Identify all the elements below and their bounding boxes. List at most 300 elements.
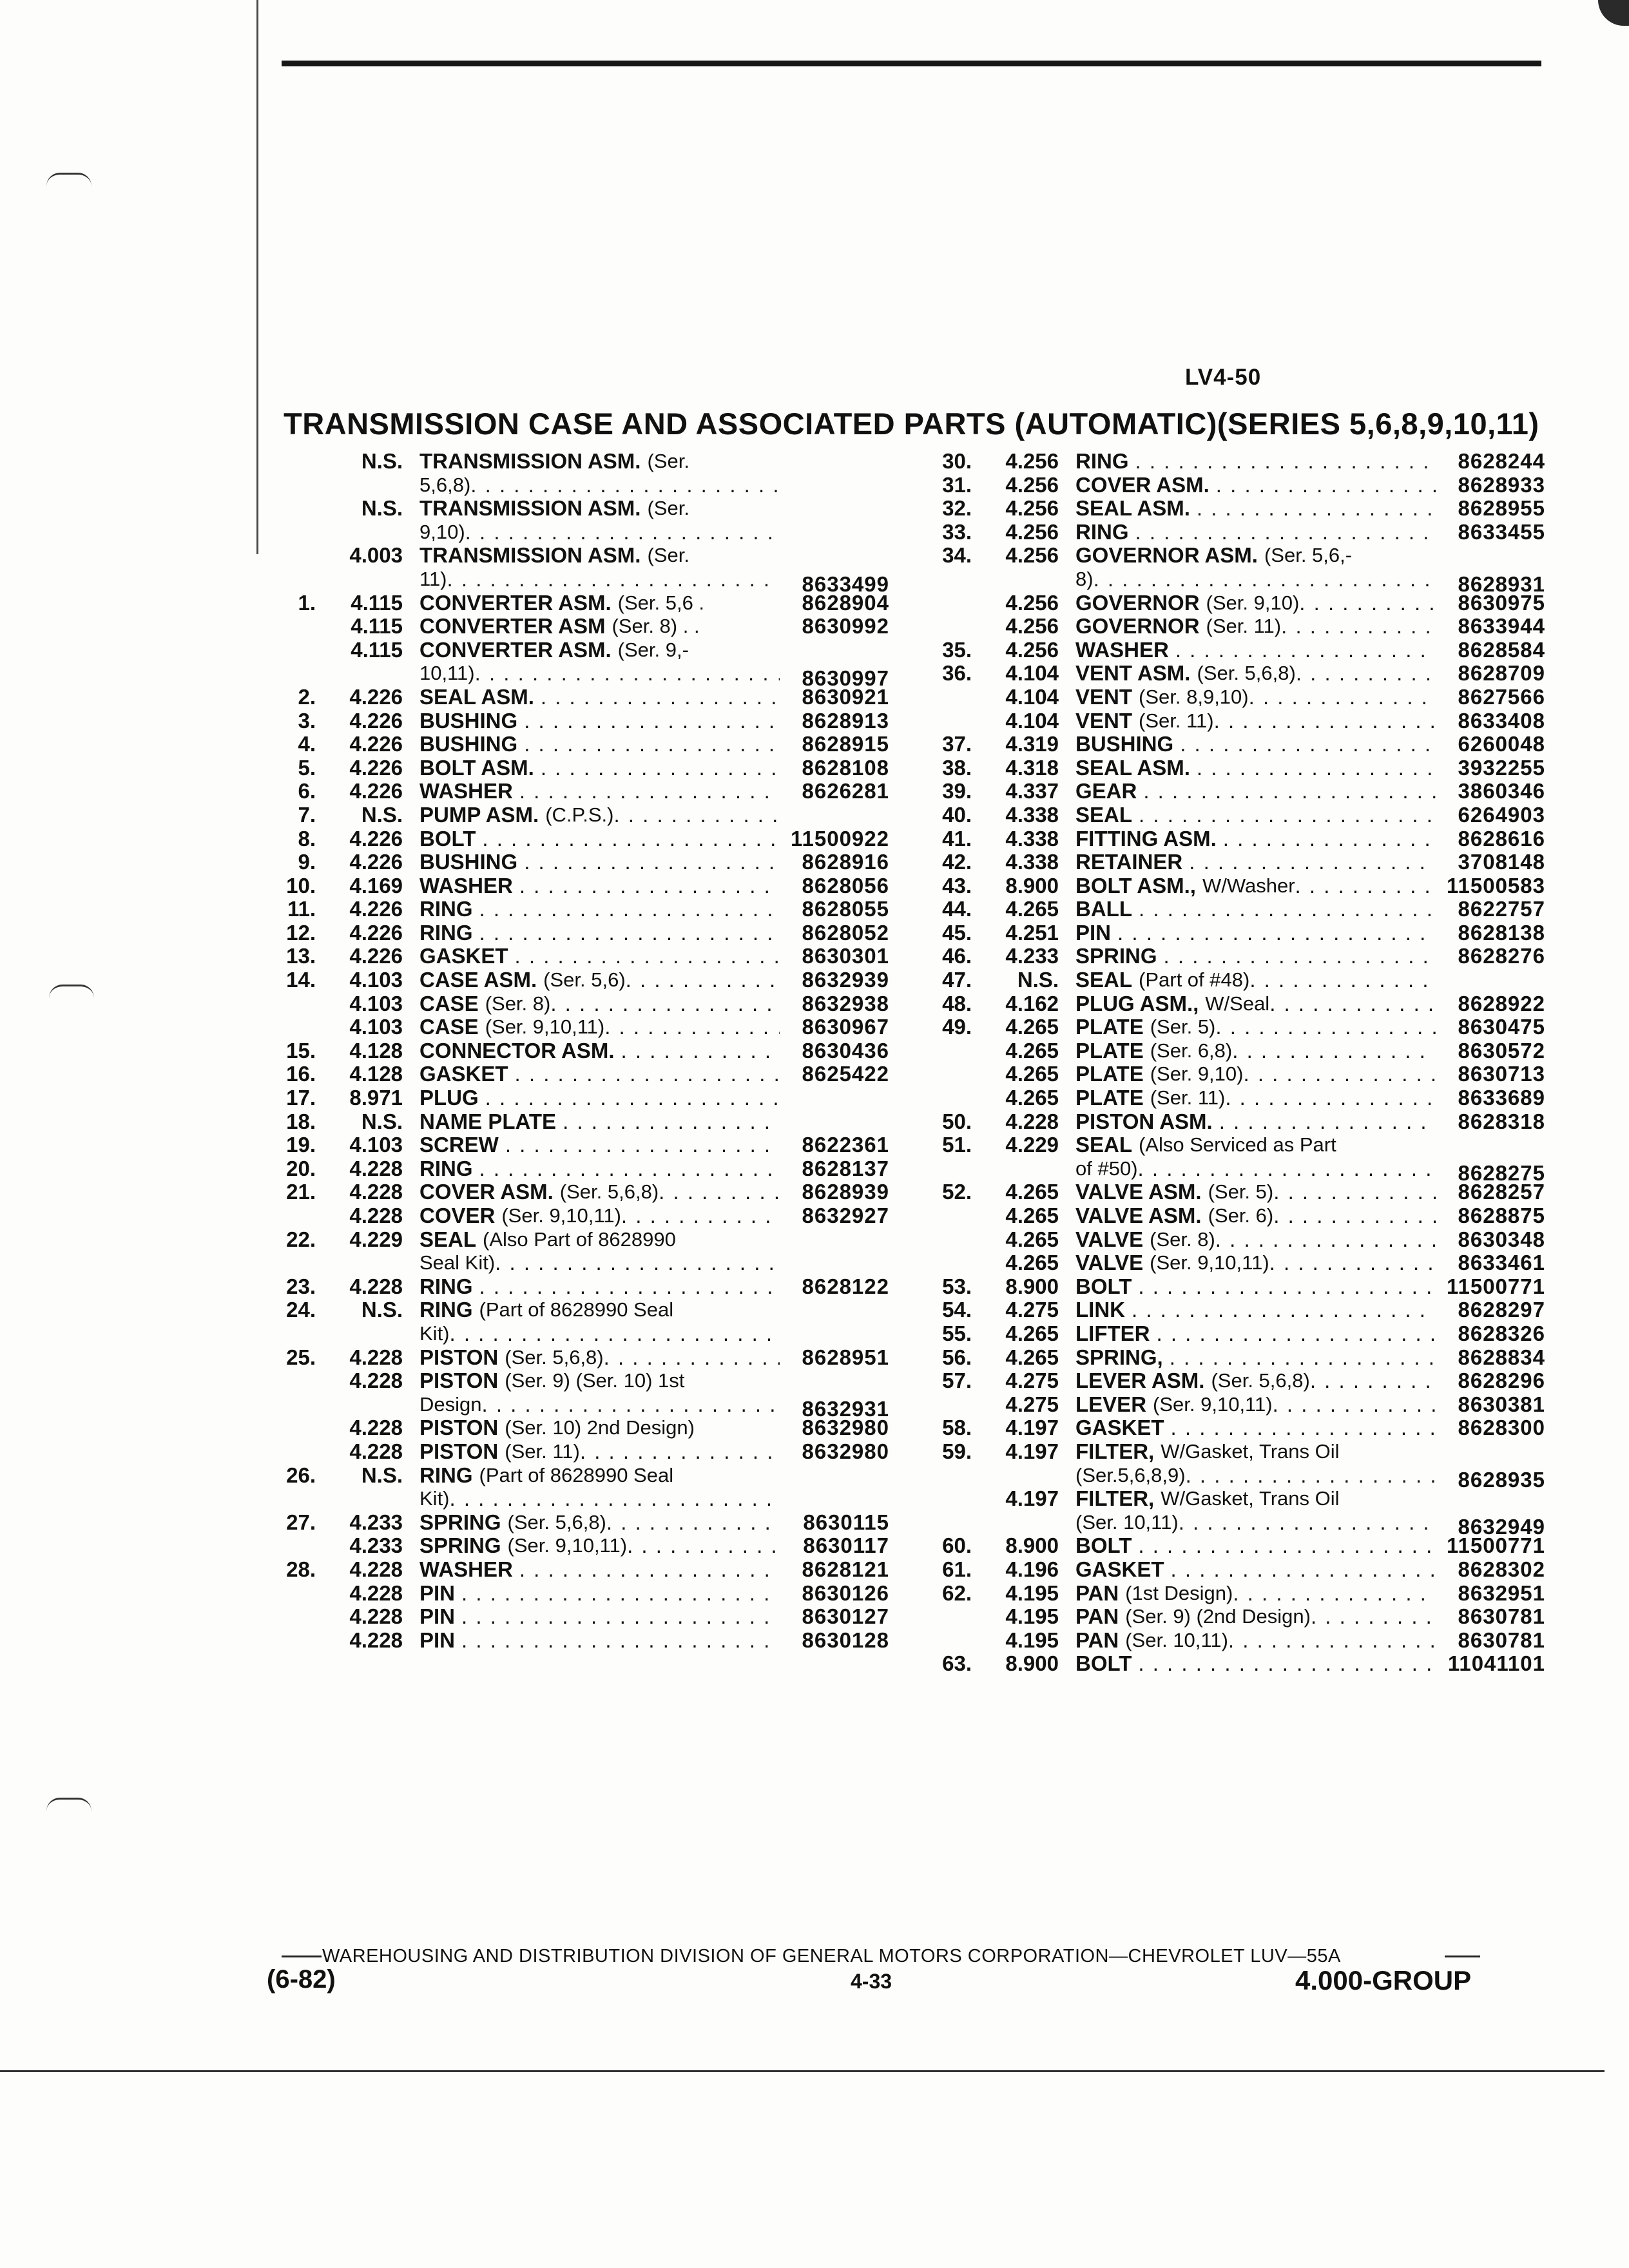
part-note: (Ser. 5): [1150, 1015, 1216, 1039]
item-number: 11.: [287, 897, 316, 921]
part-description: [1075, 544, 1436, 568]
group-code: N.S.: [361, 496, 403, 521]
group-code: 4.128: [349, 1062, 403, 1086]
dot-leader: [479, 898, 780, 921]
part-row: [258, 1228, 889, 1252]
part-name: PISTON: [419, 1345, 499, 1369]
part-name: BOLT ASM.: [419, 756, 534, 780]
part-description: [1075, 1416, 1436, 1440]
part-name: VENT ASM.: [1075, 662, 1191, 686]
part-name: RING: [1075, 450, 1129, 473]
part-name: LINK: [1075, 1298, 1125, 1322]
dot-leader: [1243, 1062, 1436, 1086]
part-description: [1075, 756, 1436, 780]
dot-leader: [1135, 450, 1436, 474]
part-number: 8633944: [1458, 614, 1545, 639]
part-name: RETAINER: [1075, 850, 1183, 874]
part-row: [914, 639, 1545, 662]
item-number: 17.: [286, 1086, 316, 1110]
item-number: 34.: [942, 543, 972, 568]
dot-leader: [1225, 1086, 1436, 1110]
part-number: 8628276: [1458, 944, 1545, 968]
binder-hole-mark: [49, 985, 94, 998]
dot-leader: [621, 1039, 780, 1063]
part-number: 8632949: [1458, 1515, 1545, 1539]
part-row: [258, 450, 889, 474]
group-code: 4.256: [1005, 543, 1059, 568]
part-row: [914, 1180, 1545, 1204]
part-name: RING: [419, 1274, 473, 1298]
item-number: 20.: [286, 1156, 316, 1180]
part-name: PLATE: [1075, 1039, 1144, 1062]
part-number: 8628939: [802, 1180, 889, 1204]
group-code: 4.233: [1005, 944, 1059, 968]
item-number: 12.: [286, 920, 316, 945]
dot-leader: [450, 1487, 780, 1511]
part-number: 8630301: [802, 944, 889, 968]
item-number: 41.: [942, 826, 972, 850]
part-name: GOVERNOR: [1075, 615, 1200, 639]
group-code: 4.318: [1005, 755, 1059, 780]
part-note: 11): [419, 567, 447, 590]
dot-leader: [621, 1204, 780, 1228]
group-code: 4.104: [1005, 684, 1059, 709]
part-number: 8628951: [802, 1345, 889, 1369]
part-name: VALVE ASM.: [1075, 1180, 1202, 1204]
dot-leader: [550, 992, 780, 1016]
item-number: 47.: [942, 968, 972, 992]
part-name: VENT: [1075, 685, 1133, 709]
item-number: 63.: [942, 1651, 972, 1676]
item-number: 39.: [942, 779, 972, 803]
part-note: (Ser. 9,10,11): [485, 1015, 605, 1039]
dot-leader: [1132, 1298, 1436, 1322]
part-name: RING: [419, 921, 473, 945]
group-code: 4.265: [1005, 1062, 1059, 1086]
part-name: GASKET: [419, 1062, 508, 1086]
group-code: 8.971: [349, 1086, 403, 1110]
part-note: (Ser. 5,6,8): [1197, 662, 1296, 685]
dot-leader: [450, 1322, 780, 1346]
part-description: [419, 1487, 780, 1511]
part-note: (Ser. 11): [1206, 615, 1282, 638]
part-description: [419, 544, 780, 568]
part-row: [914, 1463, 1545, 1492]
dot-leader: [1143, 780, 1436, 803]
dot-leader: [524, 850, 780, 874]
dot-leader: [524, 733, 780, 756]
part-number: 8630475: [1458, 1015, 1545, 1039]
part-row: [914, 780, 1545, 803]
part-number: 8630126: [802, 1581, 889, 1605]
dot-leader: [515, 945, 780, 968]
part-description: [419, 1511, 780, 1535]
part-name: PISTON: [419, 1416, 499, 1440]
part-number: 8628244: [1458, 449, 1545, 473]
dot-leader: [505, 1133, 780, 1157]
part-number: 11500922: [790, 826, 889, 850]
part-description: [419, 1039, 780, 1063]
dot-leader: [1215, 1015, 1436, 1039]
group-code: 4.338: [1005, 850, 1059, 874]
part-name: PAN: [1075, 1605, 1119, 1629]
part-note: Seal Kit): [419, 1251, 496, 1274]
part-name: FILTER,: [1075, 1487, 1155, 1511]
part-name: SPRING: [419, 1510, 501, 1534]
group-code: 4.003: [349, 543, 403, 568]
group-code: 4.265: [1005, 1345, 1059, 1369]
part-number: 8630992: [802, 614, 889, 639]
item-number: 24.: [286, 1298, 316, 1322]
part-description: [419, 1629, 780, 1653]
item-number: 28.: [286, 1557, 316, 1581]
part-note: W/Gasket, Trans Oil: [1161, 1487, 1340, 1510]
part-row: [258, 992, 889, 1016]
item-number: 42.: [942, 850, 972, 874]
part-number: 8628302: [1458, 1557, 1545, 1581]
part-description: [1075, 1133, 1436, 1157]
group-number: 4.000-GROUP: [1295, 1965, 1472, 1995]
part-description: [1075, 1015, 1436, 1039]
part-description: [1075, 898, 1436, 921]
part-row: [914, 921, 1545, 945]
part-note: (Ser.: [647, 497, 689, 520]
part-description: [1075, 1582, 1436, 1606]
part-row: [914, 1629, 1545, 1653]
part-row: [258, 1086, 889, 1110]
part-name: RING: [419, 1463, 473, 1487]
part-description: [419, 1157, 780, 1181]
part-row: [914, 1322, 1545, 1346]
part-row: [914, 450, 1545, 474]
group-code: 4.228: [349, 1557, 403, 1581]
part-note: (Ser. 5,6 .: [617, 591, 705, 614]
part-description: [1075, 968, 1436, 992]
part-note: 10,11): [419, 662, 475, 685]
part-description: [419, 780, 780, 803]
group-code: 4.103: [349, 968, 403, 992]
part-description: [1075, 521, 1436, 544]
item-number: 15.: [286, 1038, 316, 1062]
part-description: [419, 733, 780, 756]
dot-leader: [485, 1086, 780, 1110]
part-description: [1075, 1464, 1436, 1488]
part-row: [258, 544, 889, 568]
part-row: [914, 615, 1545, 639]
part-name: CASE ASM.: [419, 968, 537, 992]
part-note: (Ser. 9,-: [617, 638, 689, 661]
dot-leader: [519, 874, 780, 898]
part-row: [914, 1062, 1545, 1086]
group-code: 4.228: [349, 1416, 403, 1440]
part-name: VALVE: [1075, 1227, 1144, 1251]
part-name: RING: [419, 1157, 473, 1180]
part-number: 8628875: [1458, 1204, 1545, 1227]
part-description: [1075, 874, 1436, 898]
item-number: 26.: [286, 1463, 316, 1487]
group-code: 4.226: [349, 779, 403, 803]
part-description: [419, 1298, 780, 1322]
item-number: 21.: [286, 1180, 316, 1204]
part-row: [258, 1039, 889, 1063]
part-note: 8): [1075, 567, 1094, 590]
group-code: 4.103: [349, 991, 403, 1015]
part-number: 8628108: [802, 755, 889, 780]
part-note: (Ser. 6): [1208, 1204, 1274, 1227]
binder-hole-mark: [46, 173, 92, 186]
footer-dash-right: [1445, 1956, 1480, 1957]
group-code: 4.319: [1005, 732, 1059, 756]
part-row: [258, 709, 889, 733]
part-row: [258, 521, 889, 544]
part-row: [914, 497, 1545, 521]
part-name: SEAL: [419, 1227, 477, 1251]
part-name: VENT: [1075, 709, 1133, 733]
item-number: 56.: [942, 1345, 972, 1369]
dot-leader: [461, 1605, 780, 1629]
part-row: [258, 1392, 889, 1421]
item-number: 61.: [942, 1557, 972, 1581]
part-description: [419, 709, 780, 733]
part-row: [914, 1039, 1545, 1063]
part-row: [914, 874, 1545, 898]
part-description: [1075, 1393, 1436, 1417]
dot-leader: [1197, 497, 1436, 521]
part-description: [419, 639, 780, 662]
part-row: [258, 1298, 889, 1322]
part-number: 8622361: [802, 1133, 889, 1157]
part-description: [419, 898, 780, 921]
part-row: [258, 945, 889, 968]
part-number: 8630572: [1458, 1038, 1545, 1062]
part-row: [914, 1510, 1545, 1539]
part-row: [914, 591, 1545, 615]
dot-leader: [563, 1110, 780, 1134]
dot-leader: [1311, 1605, 1436, 1629]
group-code: 4.195: [1005, 1628, 1059, 1652]
group-code: 4.103: [349, 1133, 403, 1157]
dot-leader: [1138, 1275, 1436, 1299]
part-row: [258, 1133, 889, 1157]
part-name: CONNECTOR ASM.: [419, 1039, 615, 1062]
part-name: CASE: [419, 1015, 479, 1039]
part-row: [258, 1605, 889, 1629]
part-name: PAN: [1075, 1628, 1119, 1652]
part-name: WASHER: [419, 780, 513, 803]
part-name: PAN: [1075, 1581, 1119, 1605]
dot-leader: [479, 921, 780, 945]
part-description: [419, 1440, 780, 1464]
part-number: 8630975: [1458, 590, 1545, 615]
part-note: (Ser. 10,11): [1125, 1628, 1228, 1651]
item-number: 50.: [942, 1109, 972, 1133]
part-name: RING: [419, 898, 473, 921]
part-description: [419, 1133, 780, 1157]
part-description: [1075, 1652, 1436, 1676]
part-name: BOLT: [1075, 1534, 1132, 1558]
part-number: 8630967: [802, 1015, 889, 1039]
part-note: (Ser. 9,10): [1150, 1062, 1244, 1086]
part-row: [914, 1228, 1545, 1252]
part-row: [914, 756, 1545, 780]
part-note: (Part of #48): [1139, 968, 1250, 992]
part-row: [258, 662, 889, 690]
part-description: [419, 662, 780, 686]
group-code: 4.228: [349, 1604, 403, 1629]
item-number: 43.: [942, 873, 972, 898]
bottom-rule: [0, 2070, 1605, 2072]
part-number: 8632939: [802, 968, 889, 992]
part-number: 8633455: [1458, 519, 1545, 544]
part-number: 8630436: [802, 1038, 889, 1062]
part-name: SEAL: [1075, 803, 1133, 827]
part-number: 8628916: [802, 850, 889, 874]
part-row: [258, 1275, 889, 1299]
item-number: 49.: [942, 1015, 972, 1039]
group-code: 4.265: [1005, 1204, 1059, 1227]
part-name: NAME PLATE: [419, 1110, 557, 1133]
dot-leader: [475, 662, 780, 686]
part-description: [419, 1251, 780, 1275]
part-name: CONVERTER ASM.: [419, 591, 612, 615]
dot-leader: [1269, 1251, 1436, 1275]
group-code: 4.251: [1005, 920, 1059, 945]
part-description: [419, 1369, 780, 1393]
part-row: [258, 1534, 889, 1558]
dot-leader: [1228, 1629, 1436, 1653]
part-row: [258, 1440, 889, 1464]
group-code: 4.197: [1005, 1486, 1059, 1511]
part-description: [1075, 639, 1436, 662]
part-row: [914, 850, 1545, 874]
part-row: [258, 567, 889, 596]
part-note: (Ser. 8): [485, 992, 551, 1015]
part-number: 8628834: [1458, 1345, 1545, 1369]
part-number: 8632927: [802, 1204, 889, 1227]
part-description: [1075, 1039, 1436, 1063]
item-number: 18.: [286, 1109, 316, 1133]
part-description: [1075, 945, 1436, 968]
part-row: [258, 1629, 889, 1653]
part-number: 11500583: [1446, 873, 1545, 898]
group-code: 4.256: [1005, 472, 1059, 497]
part-description: [1075, 1298, 1436, 1322]
group-code: 8.900: [1005, 873, 1059, 898]
part-row: [914, 686, 1545, 709]
dot-leader: [1299, 591, 1436, 615]
part-number: 8628904: [802, 590, 889, 615]
part-description: [419, 1275, 780, 1299]
part-row: [258, 1062, 889, 1086]
part-name: PLATE: [1075, 1086, 1144, 1110]
part-name: VALVE: [1075, 1251, 1144, 1275]
part-row: [258, 1204, 889, 1228]
part-name: TRANSMISSION ASM.: [419, 450, 641, 473]
part-row: [914, 1251, 1545, 1275]
group-code: 4.197: [1005, 1439, 1059, 1463]
part-description: [1075, 686, 1436, 709]
part-number: 8633408: [1458, 708, 1545, 733]
part-number: 8628300: [1458, 1416, 1545, 1440]
binder-hole-mark: [46, 1798, 92, 1811]
group-code: 4.162: [1005, 991, 1059, 1015]
part-name: GASKET: [419, 945, 508, 968]
item-number: 37.: [942, 732, 972, 756]
part-number: 8628275: [1458, 1161, 1545, 1186]
item-number: 16.: [286, 1062, 316, 1086]
group-code: 4.256: [1005, 496, 1059, 521]
part-number: 8622757: [1458, 897, 1545, 921]
part-name: BUSHING: [419, 733, 518, 756]
part-description: [419, 497, 780, 521]
part-row: [914, 1369, 1545, 1393]
part-number: 6260048: [1458, 732, 1545, 756]
part-row: [914, 709, 1545, 733]
dot-leader: [470, 474, 780, 497]
part-description: [419, 568, 780, 591]
dot-leader: [1281, 615, 1436, 639]
group-code: 4.338: [1005, 826, 1059, 850]
part-description: [1075, 1487, 1436, 1511]
dot-leader: [1197, 756, 1436, 780]
dot-leader: [1170, 1346, 1436, 1370]
part-row: [914, 1582, 1545, 1606]
group-code: N.S.: [361, 1109, 403, 1133]
dot-leader: [524, 709, 780, 733]
part-note: (Ser. 9,10): [1206, 591, 1300, 614]
dot-leader: [1171, 1558, 1436, 1582]
part-name: COVER ASM.: [1075, 473, 1210, 497]
group-code: 4.229: [349, 1227, 403, 1251]
part-name: PIN: [419, 1628, 456, 1652]
part-number: 8628056: [802, 873, 889, 898]
group-code: 8.900: [1005, 1651, 1059, 1676]
item-number: 25.: [286, 1345, 316, 1369]
part-row: [258, 827, 889, 851]
part-row: [258, 1346, 889, 1370]
page-title: TRANSMISSION CASE AND ASSOCIATED PARTS (AUTOMATIC)(SERIES 5,6,8,9,10,11): [284, 407, 1539, 441]
part-description: [419, 450, 780, 474]
part-row: [914, 474, 1545, 497]
part-description: [1075, 591, 1436, 615]
part-row: [258, 921, 889, 945]
item-number: 62.: [942, 1581, 972, 1605]
part-note: (Ser. 5,6,8): [507, 1510, 606, 1533]
part-note: of #50): [1075, 1157, 1138, 1180]
part-number: 8628318: [1458, 1109, 1545, 1133]
group-code: 4.196: [1005, 1557, 1059, 1581]
group-code: 4.228: [349, 1204, 403, 1227]
part-name: PISTON: [419, 1369, 499, 1393]
part-description: [419, 1204, 780, 1228]
dot-leader: [1138, 1157, 1436, 1181]
part-description: [1075, 497, 1436, 521]
group-code: 4.256: [1005, 637, 1059, 662]
part-note: (Ser. 5,6,-: [1264, 544, 1353, 567]
dot-leader: [1233, 1582, 1436, 1606]
item-number: 1.: [298, 590, 316, 615]
part-note: (1st Design): [1125, 1581, 1233, 1604]
item-number: 3.: [298, 708, 316, 733]
dot-leader: [1117, 921, 1436, 945]
part-number: 8628935: [1458, 1468, 1545, 1492]
part-description: [1075, 827, 1436, 851]
dot-leader: [1156, 1322, 1436, 1346]
part-description: [419, 756, 780, 780]
part-row: [258, 850, 889, 874]
part-row: [914, 733, 1545, 756]
dot-leader: [1164, 945, 1436, 968]
